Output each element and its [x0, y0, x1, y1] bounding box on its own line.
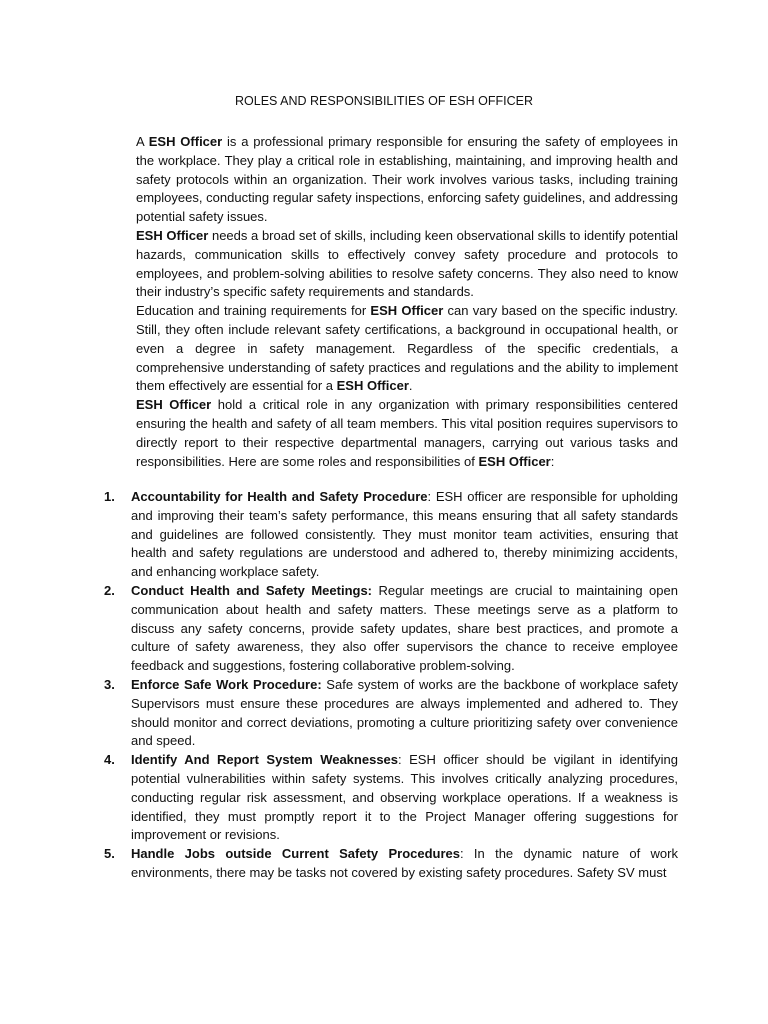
role-text: : ESH officer are responsible for upholding and improving their team’s safety performance, this means ensuring that all safety standards and guidelines are followed consistently. They must monitor team activities, ensuring that health and safety regulations are understood and adhered to, thereby minimizing accidents, and enhancing workplace safety.	[131, 489, 678, 580]
intro-paragraph	[136, 133, 678, 227]
roles-list	[104, 488, 678, 883]
role-number: 1.	[104, 489, 115, 504]
intro-term: ESH Officer	[370, 303, 444, 319]
role-text: : ESH officer should be vigilant in identifying potential vulnerabilities within safety systems. This involves critically analyzing procedures, conducting regular risk assessment, and observing workplace operations. If a weakness is identified, they must promptly report it to the Project Manager offering suggestions for improvement or revisions.	[131, 752, 678, 843]
document-title: ROLES AND RESPONSIBILITIES OF ESH OFFICER	[235, 94, 533, 108]
intro-term: ESH Officer	[136, 397, 212, 413]
intro-paragraph	[136, 396, 678, 471]
intro-text: .	[408, 378, 413, 394]
role-item	[104, 488, 678, 582]
role-text: Regular meetings are crucial to maintaining open communication about health and safety matters. These meetings serve as a platform to discuss any safety concerns, provide safety updates, share best practices, and promote a culture of safety awareness, they also offer supervisors the chance to receive employee feedback and suggestions, fostering collaborative problem-solving.	[131, 582, 678, 674]
role-number: 4.	[104, 752, 115, 768]
role-heading: Enforce Safe Work Procedure:	[131, 676, 322, 692]
role-text: : In the dynamic nature of work environments, there may be tasks not covered by existing safety procedures. Safety SV must	[131, 846, 678, 880]
role-heading: Identify And Report System Weaknesses	[131, 752, 399, 768]
role-item	[104, 676, 678, 751]
role-text: Safe system of works are the backbone of workplace safety Supervisors must ensure these procedures are always implemented and adhered to. They should monitor and correct deviations, promoting a culture prioritizing safety over convenience and speed.	[131, 676, 679, 749]
intro-text: is a professional primary responsible for ensuring the safety of employees in the workplace. They play a critical role in establishing, maintaining, and improving health and safety protocols within an organization. Their work involves various tasks, including training employees, conducting regular safety inspections, enforcing safety guidelines, and addressing potential safety issues.	[136, 134, 678, 225]
intro-text: needs a broad set of skills, including keen observational skills to identify potential hazards, communication skills to effectively convey safety procedure and protocols to employees, and problem-solving abilities to resolve safety concerns. They also need to know their industry’s specific safety requirements and standards.	[136, 227, 678, 300]
intro-text: hold a critical role in any organization with primary responsibilities centered ensuring the health and safety of all team members. This vital position requires supervisors to directly report to their respective departmental managers, carrying out various tasks and responsibilities. Here are some roles and responsibilities of	[136, 397, 678, 469]
intro-text: can vary based on the specific industry. Still, they often include relevant safety certifications, a background in occupational health, or even a degree in safety management. Regardless of the specific credentials, a comprehensive understanding of safety practices and regulations and the ability to implement them effectively are essential for a	[136, 303, 678, 394]
intro-term: ESH Officer	[136, 227, 209, 243]
role-item	[104, 845, 678, 883]
intro-paragraph	[136, 302, 678, 396]
role-item	[104, 582, 678, 676]
intro-section	[136, 133, 678, 471]
role-number: 5.	[104, 846, 115, 862]
role-heading: Handle Jobs outside Current Safety Procedures	[131, 846, 460, 862]
role-number: 3.	[104, 676, 115, 692]
role-item	[104, 751, 678, 845]
role-number: 2.	[104, 582, 115, 598]
role-heading: Conduct Health and Safety Meetings:	[131, 582, 373, 598]
intro-text: A	[136, 134, 149, 149]
intro-term: ESH Officer	[336, 378, 409, 394]
intro-term: ESH Officer	[478, 453, 551, 469]
role-heading: Accountability for Health and Safety Procedure	[131, 489, 428, 504]
intro-paragraph	[136, 227, 678, 302]
intro-text: Education and training requirements for	[136, 303, 371, 319]
intro-text: :	[550, 453, 555, 469]
intro-term: ESH Officer	[148, 134, 223, 149]
